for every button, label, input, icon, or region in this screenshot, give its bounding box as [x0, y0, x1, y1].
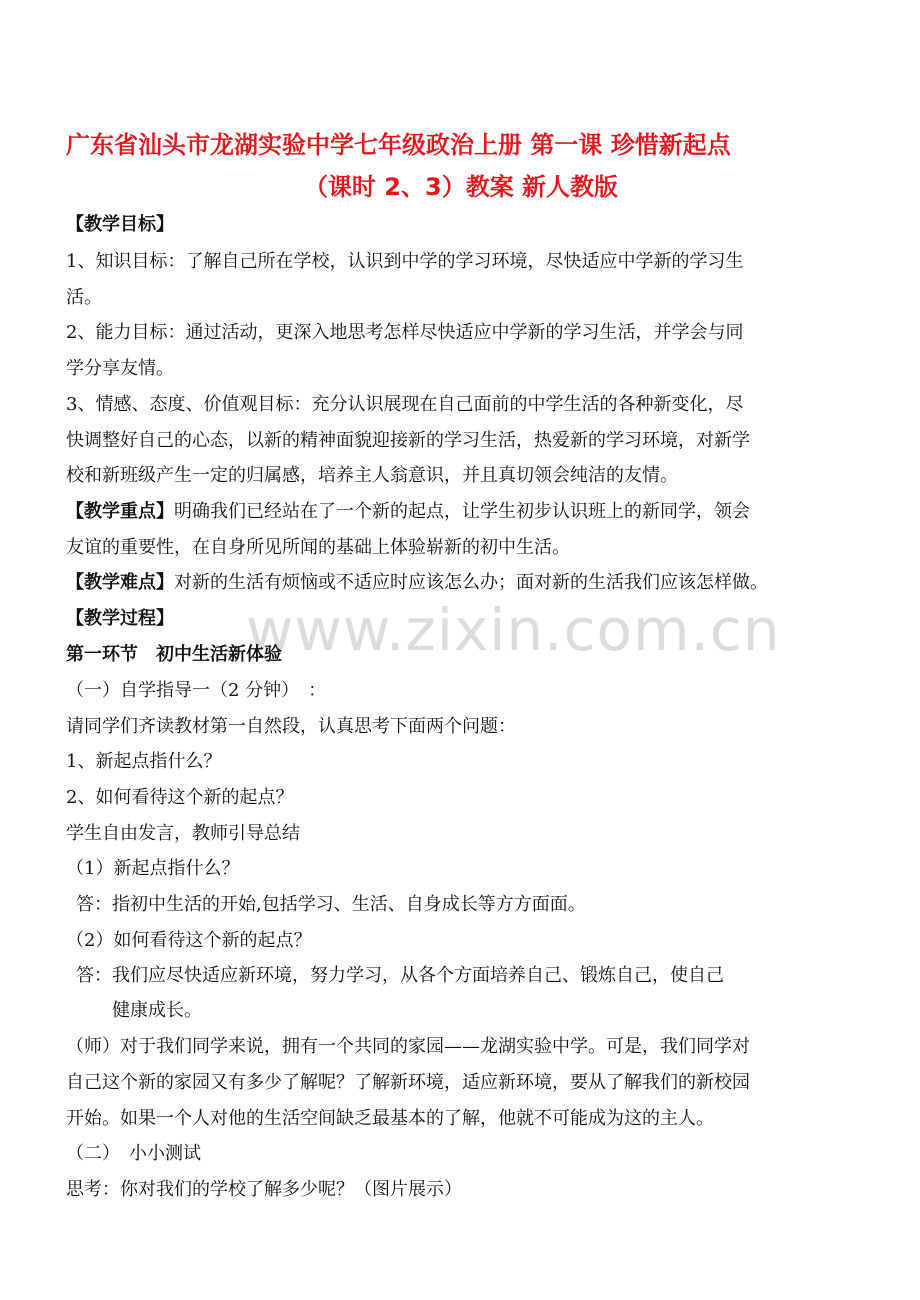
discussion-text: 学生自由发言，教师引导总结	[66, 823, 300, 844]
question-2: 2、如何看待这个新的起点？	[66, 787, 294, 808]
objective-knowledge-line2: 活。	[66, 287, 102, 308]
key-points-text: 明确我们已经站在了一个新的起点，让学生初步认识班上的新同学，领会	[174, 501, 750, 522]
key-points-line2: 友谊的重要性，在自身所见所闻的基础上体验崭新的初中生活。	[66, 537, 570, 558]
answer-2-line1: 答：我们应尽快适应新环境，努力学习，从各个方面培养自己、锻炼自己，使自己	[76, 965, 724, 986]
difficulties-text: 对新的生活有烦恼或不适应时应该怎么办；面对新的生活我们应该怎样做。	[174, 572, 768, 593]
objective-emotion-line1: 3、情感、态度、价值观目标：充分认识展现在自己面前的中学生活的各种新变化，尽	[66, 394, 744, 415]
objective-ability-line2: 学分享友情。	[66, 358, 174, 379]
teacher-text-line3: 开始。如果一个人对他的生活空间缺乏最基本的了解，他就不可能成为这的主人。	[66, 1108, 714, 1129]
objective-knowledge-line1: 1、知识目标：了解自己所在学校，认识到中学的学习环境，尽快适应中学新的学习生	[66, 251, 744, 272]
answer-1-question: （1）新起点指什么？	[66, 858, 240, 879]
instruction-text: 请同学们齐读教材第一自然段，认真思考下面两个问题：	[66, 716, 516, 737]
process-heading: 【教学过程】	[66, 608, 174, 629]
question-1: 1、新起点指什么？	[66, 751, 222, 772]
document-title-line1: 广东省汕头市龙湖实验中学七年级政治上册 第一课 珍惜新起点	[66, 131, 731, 159]
objective-ability-line1: 2、能力目标：通过活动，更深入地思考怎样尽快适应中学新的学习生活，并学会与同	[66, 322, 744, 343]
document-title-line2: （课时 2、3）教案 新人教版	[303, 173, 619, 201]
section1-heading: 第一环节 初中生活新体验	[66, 644, 282, 665]
objectives-heading: 【教学目标】	[66, 214, 174, 235]
key-points-line1	[66, 500, 750, 524]
teacher-text-line2: 自己这个新的家园又有多少了解呢？了解新环境，适应新环境，要从了解我们的新校园	[66, 1072, 750, 1093]
answer-2-line2: 健康成长。	[112, 1000, 202, 1021]
difficulties-heading: 【教学难点】	[66, 572, 174, 593]
guide1-heading: （一）自学指导一（2 分钟） ：	[66, 680, 327, 701]
difficulties-line	[66, 571, 768, 595]
objective-emotion-line3: 校和新班级产生一定的归属感，培养主人翁意识，并且真切领会纯洁的友情。	[66, 465, 678, 486]
objective-emotion-line2: 快调整好自己的心态，以新的精神面貌迎接新的学习生活，热爱新的学习环境，对新学	[66, 430, 750, 451]
teacher-text-line1: （师）对于我们同学来说，拥有一个共同的家园——龙湖实验中学。可是，我们同学对	[66, 1036, 750, 1057]
guide2-heading: （二） 小小测试	[66, 1143, 201, 1164]
key-points-heading: 【教学重点】	[66, 501, 174, 522]
answer-1: 答：指初中生活的开始,包括学习、生活、自身成长等方方面面。	[76, 894, 586, 915]
think-text: 思考：你对我们的学校了解多少呢？（图片展示）	[66, 1179, 462, 1200]
answer-2-question: （2）如何看待这个新的起点？	[66, 930, 312, 951]
watermark: www.zixin.com.cn	[246, 596, 781, 664]
